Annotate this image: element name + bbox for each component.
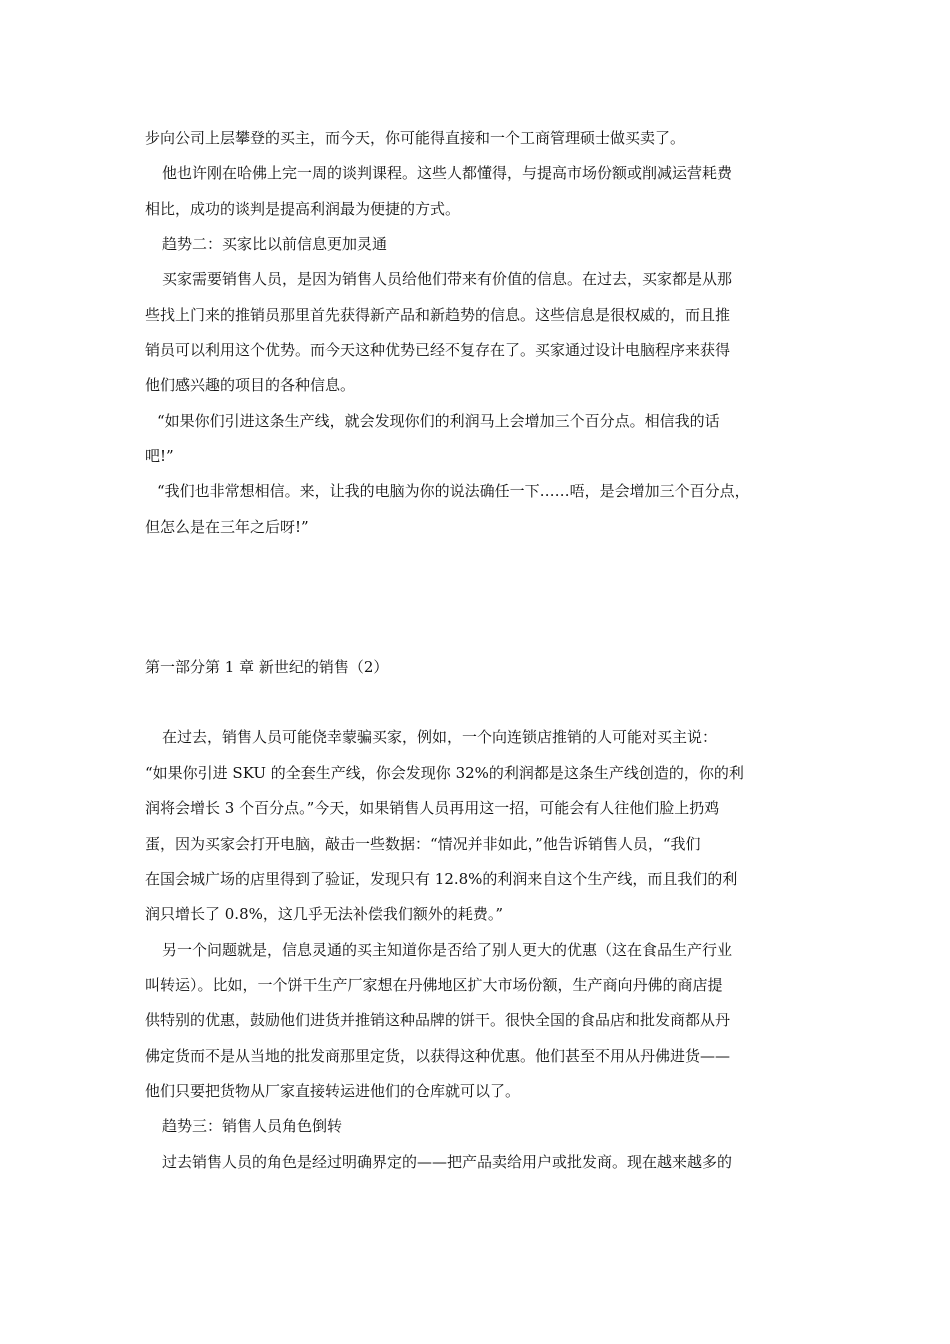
text-line: 买家需要销售人员，是因为销售人员给他们带来有价值的信息。在过去，买家都是从那 (162, 270, 733, 288)
text-line: 他们感兴趣的项目的各种信息。 (145, 376, 356, 394)
text-line: 佛定货而不是从当地的批发商那里定货，以获得这种优惠。他们甚至不用从丹佛进货—— (145, 1047, 731, 1065)
section-heading: 趋势二：买家比以前信息更加灵通 (162, 235, 388, 253)
text-line: 在过去，销售人员可能侥幸蒙骗买家，例如，一个向连锁店推销的人可能对买主说： (162, 728, 718, 746)
text-line: “我们也非常想相信。来，让我的电脑为你的说法确任一下……唔，是会增加三个百分点， (157, 482, 750, 500)
text-line: 过去销售人员的角色是经过明确界定的——把产品卖给用户或批发商。现在越来越多的 (162, 1153, 733, 1171)
text-line: 叫转运）。比如，一个饼干生产厂家想在丹佛地区扩大市场份额，生产商向丹佛的商店提 (145, 976, 723, 994)
text-line: 润将会增长 3 个百分点。”今天，如果销售人员再用这一招，可能会有人往他们脸上扔鸡 (145, 799, 720, 817)
text-line: 他也许刚在哈佛上完一周的谈判课程。这些人都懂得，与提高市场份额或削减运营耗费 (162, 164, 733, 182)
text-line: 他们只要把货物从厂家直接转运进他们的仓库就可以了。 (145, 1082, 521, 1100)
text-line: 但怎么是在三年之后呀!” (145, 518, 309, 536)
text-line: 吧!” (145, 447, 174, 465)
chapter-title: 第一部分第 1 章 新世纪的销售（2） (145, 658, 389, 676)
text-line: 在国会城广场的店里得到了验证，发现只有 12.8%的利润来自这个生产线，而且我们的利 (145, 870, 738, 888)
text-line: 蛋，因为买家会打开电脑，敲击一些数据：“情况并非如此，”他告诉销售人员，“我们 (145, 835, 701, 853)
text-line: 另一个问题就是，信息灵通的买主知道你是否给了别人更大的优惠（这在食品生产行业 (162, 941, 733, 959)
text-line: 销员可以利用这个优势。而今天这种优势已经不复存在了。买家通过设计电脑程序来获得 (145, 341, 731, 359)
section-heading: 趋势三：销售人员角色倒转 (162, 1117, 343, 1135)
text-line: 相比，成功的谈判是提高利润最为便捷的方式。 (145, 200, 461, 218)
text-line: 些找上门来的推销员那里首先获得新产品和新趋势的信息。这些信息是很权威的，而且推 (145, 306, 731, 324)
text-line: “如果你引进 SKU 的全套生产线，你会发现你 32%的利润都是这条生产线创造的，你的利 (145, 764, 744, 782)
text-line: 供特别的优惠，鼓励他们进货并推销这种品牌的饼干。很快全国的食品店和批发商都从丹 (145, 1011, 731, 1029)
text-line: 润只增长了 0.8%，这几乎无法补偿我们额外的耗费。” (145, 905, 504, 923)
text-line: 步向公司上层攀登的买主，而今天，你可能得直接和一个工商管理硕士做买卖了。 (145, 129, 686, 147)
text-line: “如果你们引进这条生产线，就会发现你们的利润马上会增加三个百分点。相信我的话 (157, 412, 720, 430)
